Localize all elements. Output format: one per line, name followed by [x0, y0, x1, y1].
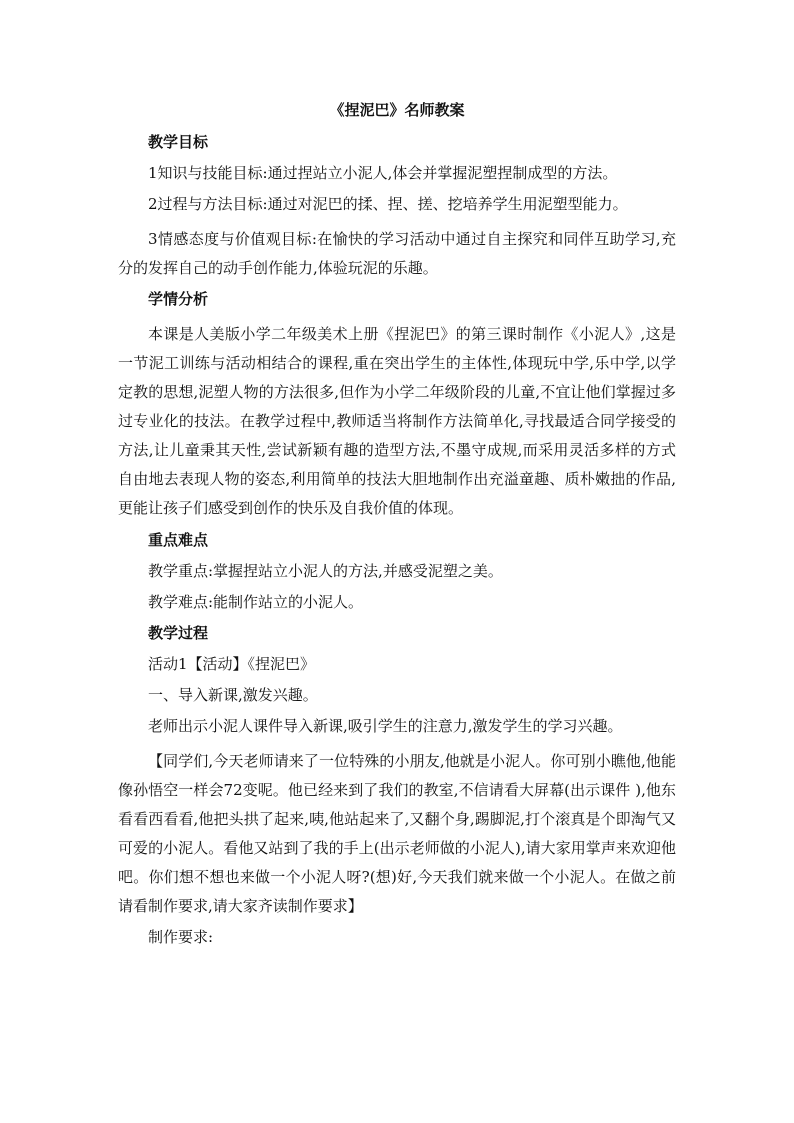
analysis-paragraph: 本课是人美版小学二年级美术上册《捏泥巴》的第三课时制作《小泥人》,这是一节泥工训练与活动相结合的课程,重在突出学生的主体性,体现玩中学,乐中学,以学定教的思想,泥塑人物的方法很多,但作为小学二年级阶段的儿童,不宜让他们掌握过多过专业化的技法。在教学过程中,教师适当将制作方法简单化,寻找最适合同学接受的方法,让儿童秉其天性,尝试新颖有趣的造型方法,不墨守成规,而采用灵活多样的方式自由地去表现人物的姿态,利用简单的技法大胆地制作出充溢童趣、质朴嫩拙的作品,更能让孩子们感受到创作的快乐及自我价值的体现。	[118, 325, 676, 517]
process-item: 老师出示小泥人课件导入新课,吸引学生的注意力,激发学生的学习兴趣。	[148, 717, 623, 735]
keypoint-item: 教学难点:能制作站立的小泥人。	[148, 593, 364, 611]
section-heading-process: 教学过程	[148, 624, 209, 642]
process-item: 【同学们,今天老师请来了一位特殊的小朋友,他就是小泥人。你可别小瞧他,他能像孙悟空一样会72变呢。他已经来到了我们的教室,不信请看大屏幕(出示课件 ),他东看看西看看,他把头拱了起来,咦,他站起来了,又翻个身,踢脚泥,打个滚真是个即淘气又可爱的小泥人。看他又站到了我的手上(出示老师做的小泥人),请大家用掌声来欢迎他吧。你们想不想也来做一个小泥人呀?(想)好,今天我们就来做一个小泥人。在做之前请看制作要求,请大家齐读制作要求】	[118, 752, 676, 915]
section-heading-keypoints: 重点难点	[148, 531, 209, 549]
goal-item: 3情感态度与价值观目标:在愉快的学习活动中通过自主探究和同伴互助学习,充分的发挥自己的动手创作能力,体验玩泥的乐趣。	[118, 230, 676, 277]
goal-item: 1知识与技能目标:通过捏站立小泥人,体会并掌握泥塑捏制成型的方法。	[148, 164, 618, 182]
section-heading-analysis: 学情分析	[148, 290, 209, 308]
process-item: 活动1【活动】《捏泥巴》	[148, 655, 316, 673]
process-item: 制作要求:	[148, 928, 214, 946]
document-title: 《捏泥巴》名师教案	[329, 101, 465, 119]
document-content	[118, 100, 676, 947]
goal-item: 2过程与方法目标:通过对泥巴的揉、捏、搓、挖培养学生用泥塑型能力。	[148, 195, 628, 213]
keypoint-item: 教学重点:掌握捏站立小泥人的方法,并感受泥塑之美。	[148, 562, 503, 580]
section-heading-goals: 教学目标	[148, 133, 209, 151]
process-item: 一、导入新课,激发兴趣。	[148, 686, 318, 704]
